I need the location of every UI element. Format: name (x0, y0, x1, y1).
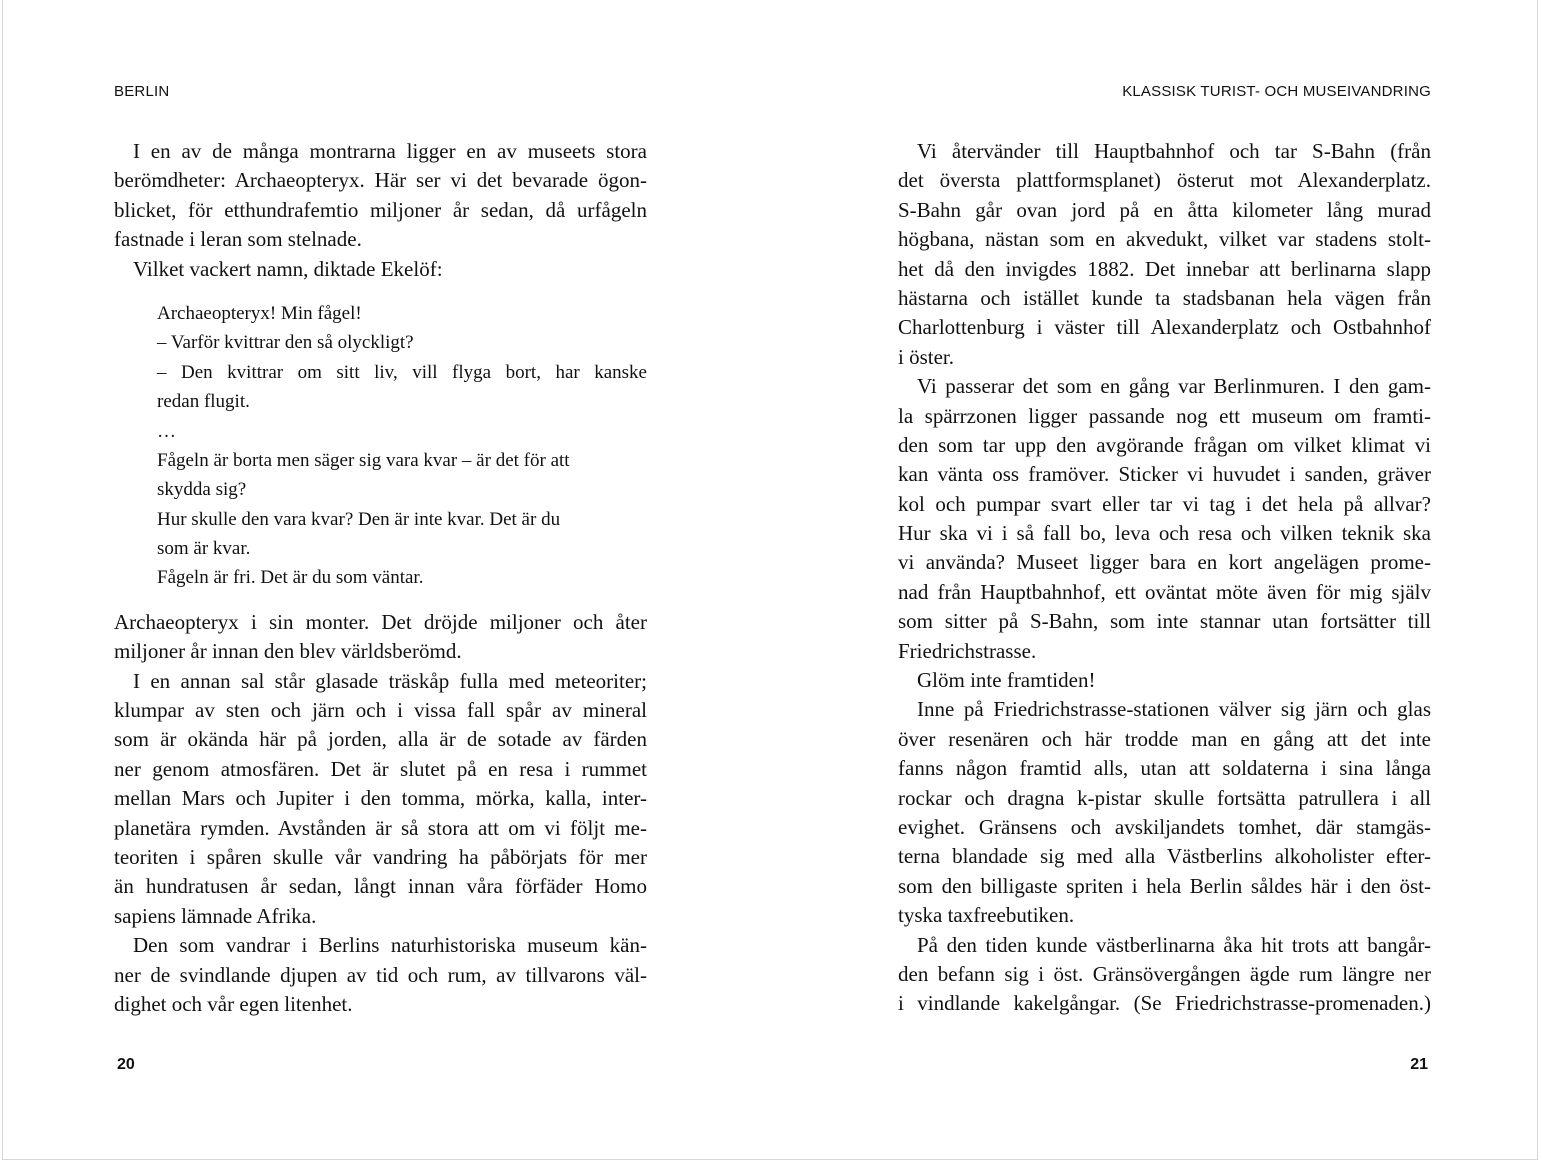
text-line: högbana, nästan som en akvedukt, vilket var stadens stolt- (898, 227, 1431, 252)
poem-quote (157, 299, 647, 593)
text-line: fanns någon framtid alls, utan att soldaterna i sina långa (898, 756, 1431, 781)
text-line: som är okända här på jorden, alla är de sotade av färden (114, 727, 647, 752)
poem-line: Fågeln är fri. Det är du som väntar. (157, 567, 424, 589)
text-line: i vindlande kakelgångar. (Se Friedrichstrasse-promenaden.) (898, 991, 1431, 1016)
text-line: rockar och dragna k-pistar skulle fortsätta patrullera i all (898, 785, 1431, 810)
poem-line: skydda sig? (157, 479, 247, 501)
left-page-body (114, 137, 647, 1019)
paragraph (114, 137, 647, 255)
paragraph (898, 666, 1431, 695)
text-line: den som tar upp den avgörande frågan om vilket klimat vi (898, 432, 1431, 457)
poem-line: Fågeln är borta men säger sig vara kvar – är det för att (157, 449, 570, 471)
text-line: i öster. (898, 344, 954, 369)
poem-line: … (157, 420, 176, 442)
page-number-left: 20 (117, 1056, 135, 1073)
text-line: nad från Hauptbahnhof, ett oväntat möte även för mig själv (898, 579, 1431, 604)
text-line: hästarna och istället kunde ta stadsbanan hela vägen från (898, 285, 1431, 310)
text-line: ner de svindlande djupen av tid och rum, av tillvarons väl- (114, 962, 647, 987)
text-line: evighet. Gränsens och avskiljandets tomhet, där stamgäs- (898, 814, 1431, 839)
text-line: fastnade i leran som stelnade. (114, 227, 362, 252)
text-line: det översta plattformsplanet) österut mot Alexanderplatz. (898, 168, 1431, 193)
text-line: kan vänta oss framöver. Sticker vi huvudet i sanden, gräver (898, 462, 1431, 487)
text-line: Charlottenburg i väster till Alexanderplatz och Ostbahnhof (898, 315, 1431, 340)
text-line: la spärrzonen ligger passande nog ett museum om framti- (898, 403, 1431, 428)
text-line: som den billigaste spriten i hela Berlin såldes här i den öst- (898, 873, 1431, 898)
text-line: terna blandade sig med alla Västberlins alkoholister efter- (898, 844, 1431, 869)
left-page (114, 0, 647, 1160)
right-page (898, 0, 1431, 1160)
text-line: S-Bahn går ovan jord på en åtta kilometer lång murad (898, 197, 1431, 222)
text-line: dighet och vår egen litenhet. (114, 991, 353, 1016)
text-line: Hur ska vi i så fall bo, leva och resa och vilken teknik ska (898, 521, 1431, 546)
poem-line: – Varför kvittrar den så olyckligt? (157, 332, 414, 354)
text-line: tyska taxfreebutiken. (898, 903, 1075, 928)
running-head-right: KLASSISK TURIST- OCH MUSEIVANDRING (1122, 83, 1431, 100)
poem-line: redan flugit. (157, 391, 250, 413)
poem-line: Archaeopteryx! Min fågel! (157, 302, 362, 324)
paragraph (114, 667, 647, 932)
text-line: I en av de många montrarna ligger en av museets stora (133, 139, 647, 163)
text-line: Inne på Friedrichstrasse-stationen välver sig järn och glas (917, 697, 1431, 722)
text-line: Glöm inte framtiden! (917, 668, 1096, 693)
paragraph (114, 608, 647, 667)
paragraph (898, 695, 1431, 930)
text-line: blicket, för etthundrafemtio miljoner år sedan, då urfågeln (114, 197, 647, 222)
text-line: än hundratusen år sedan, långt innan våra förfäder Homo (114, 874, 647, 899)
text-line: Friedrichstrasse. (898, 638, 1037, 663)
text-line: som sitter på S-Bahn, som inte stannar utan fortsätter till (898, 609, 1431, 634)
text-line: Archaeopteryx i sin monter. Det dröjde miljoner och åter (114, 609, 647, 634)
paragraph (898, 372, 1431, 666)
poem-line: som är kvar. (157, 538, 251, 560)
text-line: kol och pumpar svart eller tar vi tag i det hela på allvar? (898, 491, 1431, 516)
poem-line: Hur skulle den vara kvar? Den är inte kvar. Det är du (157, 508, 561, 530)
text-line: sapiens lämnade Afrika. (114, 903, 317, 928)
text-line: Vi återvänder till Hauptbahnhof och tar S-Bahn (från (917, 139, 1431, 163)
text-line: I en annan sal står glasade träskåp fulla med meteoriter; (133, 668, 647, 693)
text-line: klumpar av sten och järn och i vissa fall spår av mineral (114, 698, 647, 723)
paragraph (898, 931, 1431, 1019)
page-number-right: 21 (1410, 1056, 1428, 1073)
text-line: På den tiden kunde västberlinarna åka hit trots att bangår- (917, 932, 1431, 957)
paragraph (114, 255, 647, 284)
text-line: het då den invigdes 1882. Det innebar att berlinarna slapp (898, 256, 1431, 281)
paragraph (898, 137, 1431, 372)
right-page-body (898, 137, 1431, 1019)
text-line: ner genom atmosfären. Det är slutet på en resa i rummet (114, 756, 647, 781)
text-line: vi använda? Museet ligger bara en kort angelägen prome- (898, 550, 1431, 575)
text-line: miljoner år innan den blev världsberömd. (114, 639, 462, 664)
text-line: teoriten i spåren skulle vår vandring ha påbörjats för mer (114, 844, 647, 869)
text-line: Vi passerar det som en gång var Berlinmuren. I den gam- (917, 374, 1431, 399)
paragraph (114, 931, 647, 1019)
poem-line: – Den kvittrar om sitt liv, vill flyga bort, har kanske (157, 361, 647, 383)
text-line: planetära rymden. Avstånden är så stora att om vi följt me- (114, 815, 647, 840)
text-line: berömdheter: Archaeopteryx. Här ser vi det bevarade ögon- (114, 168, 647, 193)
text-line: mellan Mars och Jupiter i den tomma, mörka, kalla, inter- (114, 786, 647, 811)
running-head-left: BERLIN (114, 83, 170, 100)
text-line: över resenären och här trodde man en gång att det inte (898, 726, 1431, 751)
text-line: Vilket vackert namn, diktade Ekelöf: (133, 256, 443, 281)
text-line: den befann sig i öst. Gränsövergången ägde rum längre ner (898, 961, 1431, 986)
book-spread (2, 0, 1538, 1160)
text-line: Den som vandrar i Berlins naturhistoriska museum kän- (133, 933, 647, 958)
